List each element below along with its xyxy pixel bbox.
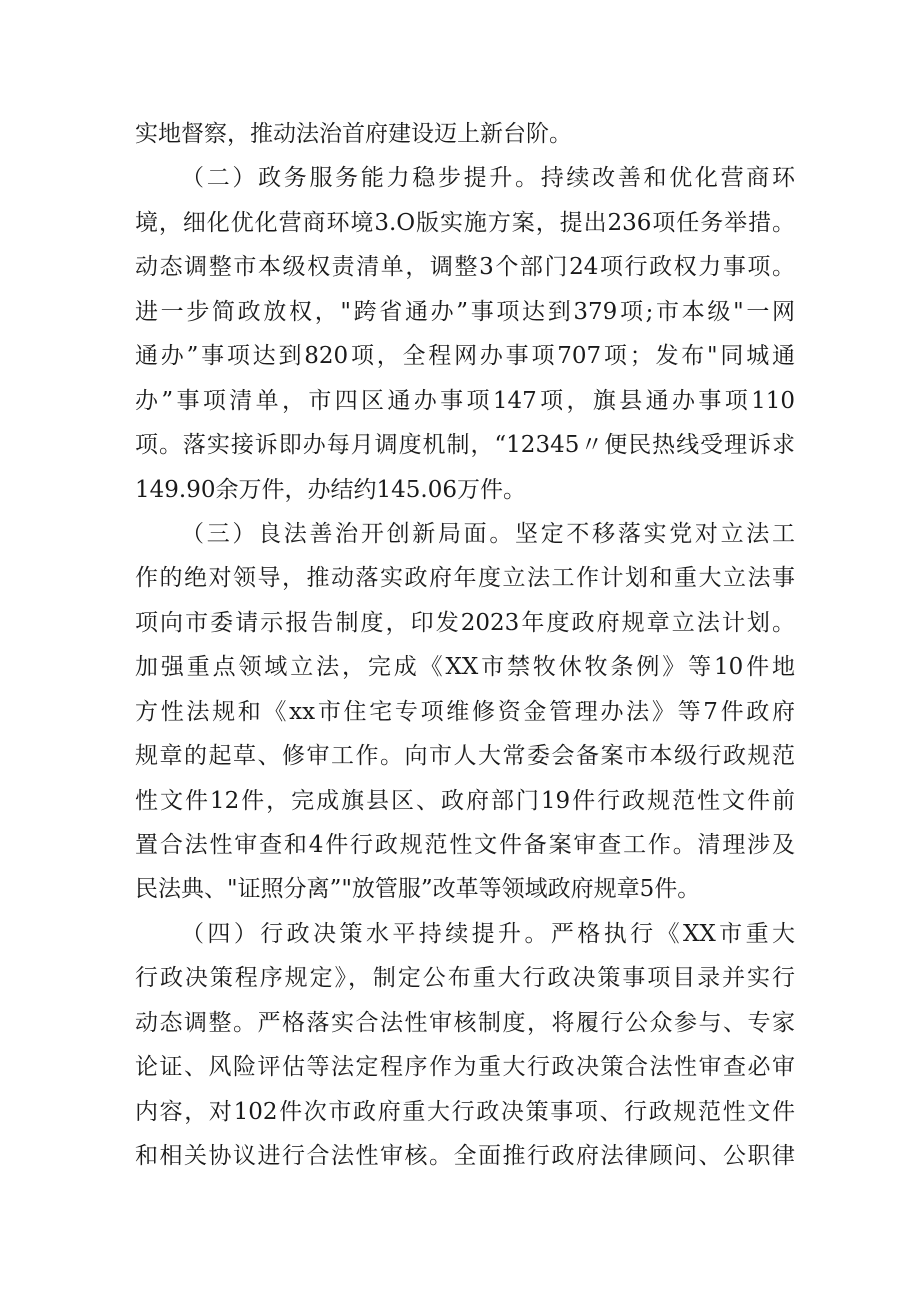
text-line: 论证、风险评估等法定程序作为重大行政决策合法性审查必审 bbox=[135, 1054, 795, 1081]
text-line: （三）良法善治开创新局面。坚定不移落实党对立法工 bbox=[181, 520, 795, 547]
text-line: 作的绝对领导，推动落实政府年度立法工作计划和重大立法事 bbox=[135, 565, 795, 592]
text-line: 行政决策程序规定》，制定公布重大行政决策事项目录并实行 bbox=[135, 965, 795, 992]
text-line: 动态调整市本级权责清单，调整3个部门24项行政权力事项。 bbox=[135, 254, 795, 281]
text-line: 进一步简政放权，"跨省通办”事项达到379项;市本级"一网 bbox=[135, 298, 795, 325]
text-line: 149.90余万件，办结约145.06万件。 bbox=[135, 476, 526, 503]
text-line: 实地督察，推动法治首府建设迈上新台阶。 bbox=[135, 121, 572, 147]
text-line: 规章的起草、修审工作。向市人大常委会备案市本级行政规范 bbox=[135, 743, 795, 770]
document-body bbox=[135, 112, 795, 1179]
text-line: 项向市委请示报告制度，印发2023年度政府规章立法计划。 bbox=[135, 609, 795, 636]
text-line: 动态调整。严格落实合法性审核制度，将履行公众参与、专家 bbox=[135, 1009, 795, 1036]
text-line: 性文件12件，完成旗县区、政府部门19件行政规范性文件前 bbox=[135, 787, 795, 814]
text-line: 通办”事项达到820项，全程网办事项707项；发布"同城通 bbox=[135, 343, 795, 370]
text-line: 项。落实接诉即办每月调度机制，“12345〃便民热线受理诉求 bbox=[135, 432, 795, 459]
text-line: 办”事项清单，市四区通办事项147项，旗县通办事项110 bbox=[135, 387, 795, 414]
text-line: 境，细化优化营商环境3.O版实施方案，提出236项任务举措。 bbox=[135, 209, 795, 236]
text-line: 置合法性审查和4件行政规范性文件备案审查工作。清理涉及 bbox=[135, 832, 795, 858]
text-line: 方性法规和《xx市住宅专项维修资金管理办法》等7件政府 bbox=[135, 698, 795, 725]
text-line: （四）行政决策水平持续提升。严格执行《XX市重大 bbox=[181, 920, 795, 947]
text-line: 内容，对102件次市政府重大行政决策事项、行政规范性文件 bbox=[135, 1098, 795, 1125]
text-line: （二）政务服务能力稳步提升。持续改善和优化营商环 bbox=[181, 165, 795, 192]
text-line: 加强重点领域立法，完成《XX市禁牧休牧条例》等10件地 bbox=[135, 654, 795, 681]
text-line: 和相关协议进行合法性审核。全面推行政府法律顾问、公职律 bbox=[135, 1143, 795, 1170]
text-line: 民法典、"证照分离”"放管服”改革等领域政府规章5件。 bbox=[135, 876, 701, 903]
